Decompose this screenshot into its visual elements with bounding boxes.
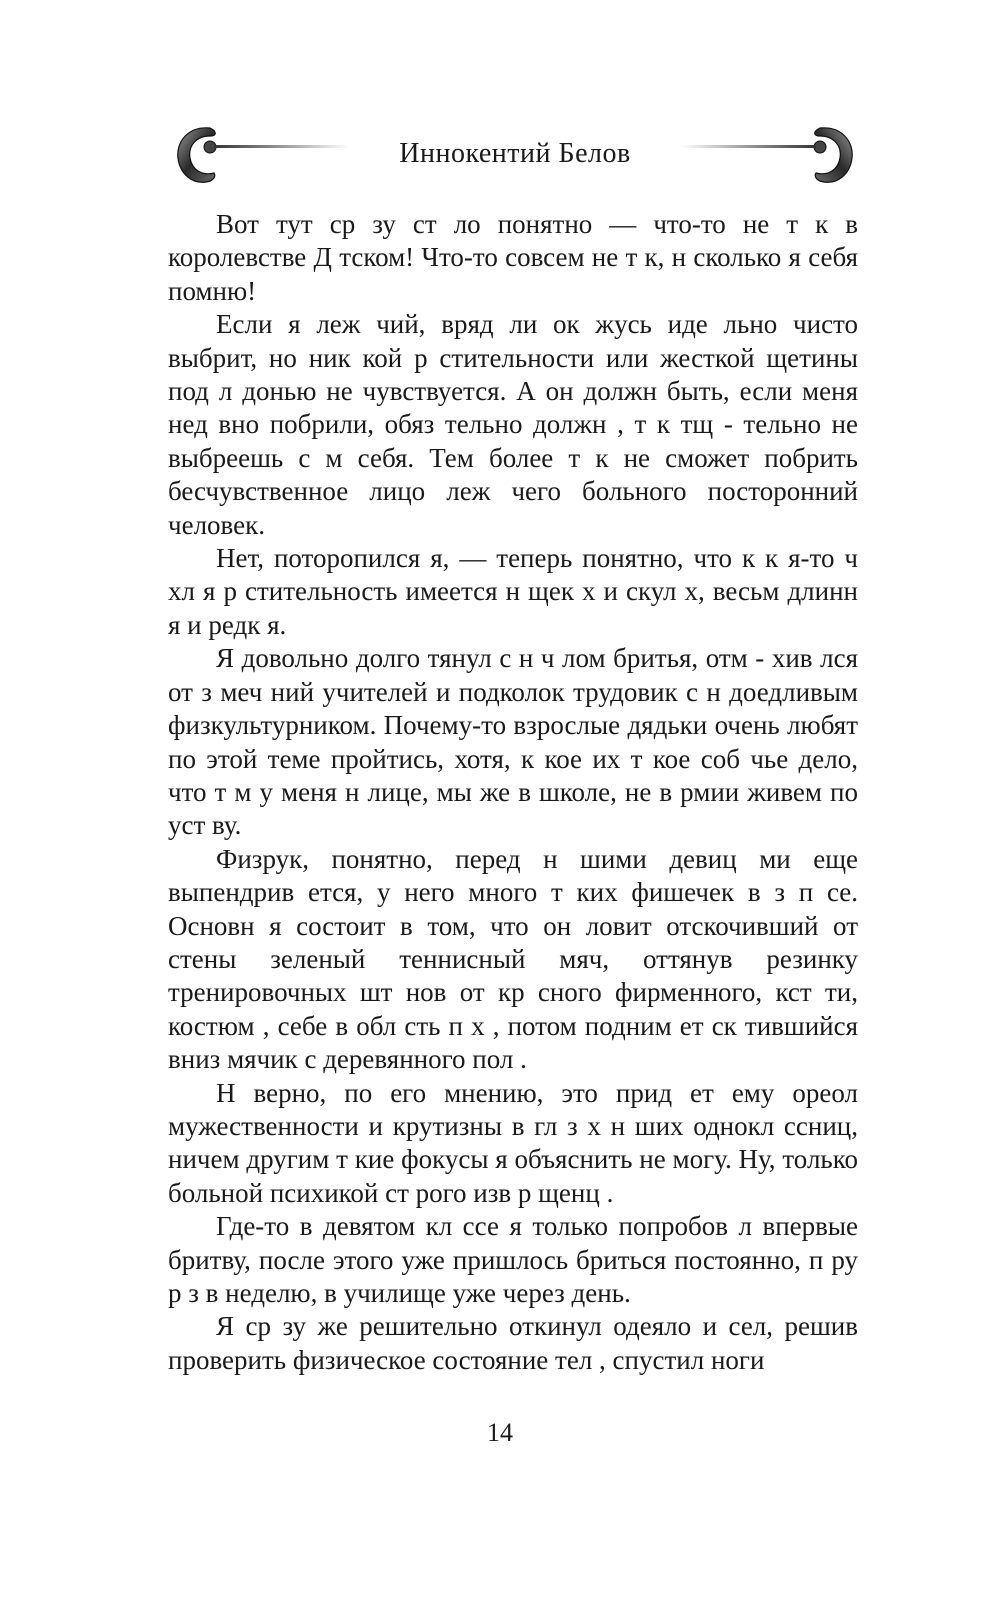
right-ornament-icon xyxy=(680,120,860,190)
paragraph: Нет, поторопился я, — теперь понятно, что к к я-то ч хл я р стительность имеется н щек х и скул х, весьм длинн я и редк я. xyxy=(168,543,858,640)
paragraph: Если я леж чий, вряд ли ок жусь иде льно чисто выбрит, но ник кой р стительности или жесткой щетины под л донью не чувствуется. А он должн быть, если меня нед вно побрили, обяз тельно должн , т к тщ - тельно не выбреешь с м себя. Тем более т к не сможет побрить бесчувственное лицо леж чего больного посторонний человек. xyxy=(168,309,858,540)
page-number: 14 xyxy=(487,1418,513,1447)
paragraph: Н верно, по его мнению, это прид ет ему ореол мужественности и крутизны в гл з х н ших однокл ссниц, ничем другим т кие фокусы я объяснить не могу. Ну, только больной психикой ст рого изв р щенц . xyxy=(168,1077,858,1208)
running-header-title: Иннокентий Белов xyxy=(399,138,631,169)
page-body xyxy=(168,208,858,1377)
paragraph: Я ср зу же решительно откинул одеяло и сел, решив проверить физическое состояние тел , спустил ноги xyxy=(168,1311,858,1375)
running-header xyxy=(170,120,860,200)
paragraph: Вот тут ср зу ст ло понятно — что-то не т к в королевстве Д тском! Что-то совсем не т к, н сколько я себя помню! xyxy=(168,209,858,306)
paragraph: Где-то в девятом кл ссе я только попробов л впервые бритву, после этого уже пришлось бриться постоянно, п ру р з в неделю, в училище уже через день. xyxy=(168,1211,858,1308)
paragraph: Физрук, понятно, перед н шими девиц ми еще выпендрив ется, у него много т ких фишечек в з п се. Основн я состоит в том, что он ловит отскочивший от стены зеленый теннисный мяч, оттянув резинку тренировочных шт нов от кр сного фирменного, кст ти, костюм , себе в обл сть п х , потом подним ет ск тившийся вниз мячик с деревянного пол . xyxy=(168,843,858,1075)
paragraph: Я довольно долго тянул с н ч лом бритья, отм - хив лся от з меч ний учителей и подколок трудовик с н доедливым физкультурником. Почему-то взрослые дядьки очень любят по этой теме пройтись, хотя, к кое их т кое соб чье дело, что т м у меня н лице, мы же в школе, не в рмии живем по уст ву. xyxy=(168,643,858,841)
